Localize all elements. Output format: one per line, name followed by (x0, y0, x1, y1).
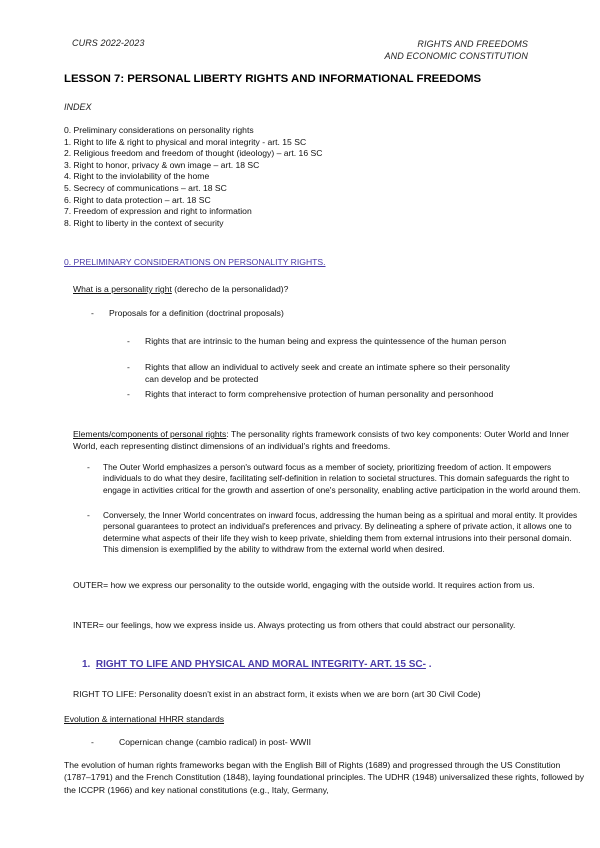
right-to-life-text: RIGHT TO LIFE: Personality doesn't exist in an abstract form, it exists when we are born (art 30 Civil Code) (73, 689, 481, 699)
outer-definition: OUTER= how we express our personality to the outside world, engaging with the outside world. It requires action from us. (73, 580, 535, 590)
elements-paragraph (73, 428, 585, 452)
header-subject (385, 38, 529, 62)
section-1-title: RIGHT TO LIFE AND PHYSICAL AND MORAL INTEGRITY- ART. 15 SC- (95, 659, 426, 670)
outer-world-paragraph: The Outer World emphasizes a person's outward focus as a member of society, prioritizing freedom of action. It empowers individuals to do what they desire, facilitating self-definition in relation to societal structures. This domain safeguards the right to engage in activities critical for the growth and assertion of one's personality, enabling active participation in the world around them. (103, 462, 581, 495)
inner-world-paragraph: Conversely, the Inner World concentrates on inward focus, addressing the human being as a spiritual and moral entity. It provides personal guarantees to protect an individual's preferences and privacy. By delineating a sphere of private action, it allows one to determine what aspects of their life they wish to keep private, shielding them from external intrusions into their personal domain. This dimension is exemplified by the ability to withdraw from the external world when desired. (103, 510, 578, 555)
header-subject-line2: AND ECONOMIC CONSTITUTION (384, 51, 528, 61)
bullet-dash: - (127, 336, 130, 346)
elements-rest: : The personality rights framework consists of two key components: Outer World and Inner World, each representing distinct dimensions of an individual's rights and freedoms. (73, 429, 569, 451)
index-item: 4. Right to the inviolability of the home (64, 171, 210, 182)
lesson-title: LESSON 7: PERSONAL LIBERTY RIGHTS AND INFORMATIONAL FREEDOMS (64, 73, 482, 85)
what-is-underlined: What is a personality right (73, 284, 172, 294)
index-item: 6. Right to data protection – art. 18 SC (64, 194, 211, 205)
bullet-dash: - (127, 389, 130, 399)
header-course-year: CURS 2022-2023 (72, 38, 145, 48)
index-item: 0. Preliminary considerations on personality rights (64, 125, 254, 135)
index-item: 5. Secrecy of communications – art. 18 SC (64, 182, 227, 193)
section-1-trail: . (425, 659, 432, 670)
proposals-item: Proposals for a definition (doctrinal proposals) (109, 308, 284, 318)
bullet-dash: - (87, 510, 90, 520)
bullet-dash: - (87, 462, 90, 472)
right-definition-3: Rights that interact to form comprehensive protection of human personality and personhood (145, 389, 494, 399)
bullet-dash: - (127, 362, 130, 372)
evolution-paragraph: The evolution of human rights frameworks began with the English Bill of Rights (1689) and progressed through the US Constitution (1787–1791) and the French Constitution (1848), laying foundational principles. The UDHR (1948) universalized these rights, followed by the ICCPR (1966) and key national constitutions (e.g., Italy, Germany, (64, 760, 585, 795)
index-item: 1. Right to life & right to physical and moral integrity - art. 15 SC (64, 136, 307, 147)
right-definition-1: Rights that are intrinsic to the human being and express the quintessence of the human person (145, 336, 507, 346)
bullet-dash: - (91, 308, 94, 318)
copernican-change-item: Copernican change (cambio radical) in post- WWII (119, 737, 312, 747)
section-1-heading (82, 659, 432, 670)
index-item: 2. Religious freedom and freedom of thought (ideology) – art. 16 SC (64, 148, 323, 159)
section-0-heading: 0. PRELIMINARY CONSIDERATIONS ON PERSONALITY RIGHTS. (64, 257, 326, 267)
evolution-heading: Evolution & international HHRR standards (64, 714, 225, 724)
index-item: 7. Freedom of expression and right to information (64, 206, 252, 217)
section-1-number: 1. (82, 659, 91, 670)
header-subject-line1: RIGHTS AND FREEDOMS (417, 39, 528, 49)
index-item: 3. Right to honor, privacy & own image – art. 18 SC (64, 159, 260, 170)
inner-definition: INTER= our feelings, how we express inside us. Always protecting us from others that could abstract our personality. (73, 620, 516, 630)
bullet-dash: - (91, 737, 94, 747)
what-is-rest: (derecho de la personalidad)? (171, 284, 289, 294)
right-definition-2: Rights that allow an individual to actively seek and create an intimate sphere so their personality can develop and be protected (145, 362, 510, 385)
index-label: INDEX (64, 102, 92, 112)
index-list (64, 125, 322, 229)
index-item: 8. Right to liberty in the context of security (64, 217, 224, 228)
elements-underlined: Elements/components of personal rights (73, 429, 227, 439)
what-is-question (73, 284, 288, 294)
